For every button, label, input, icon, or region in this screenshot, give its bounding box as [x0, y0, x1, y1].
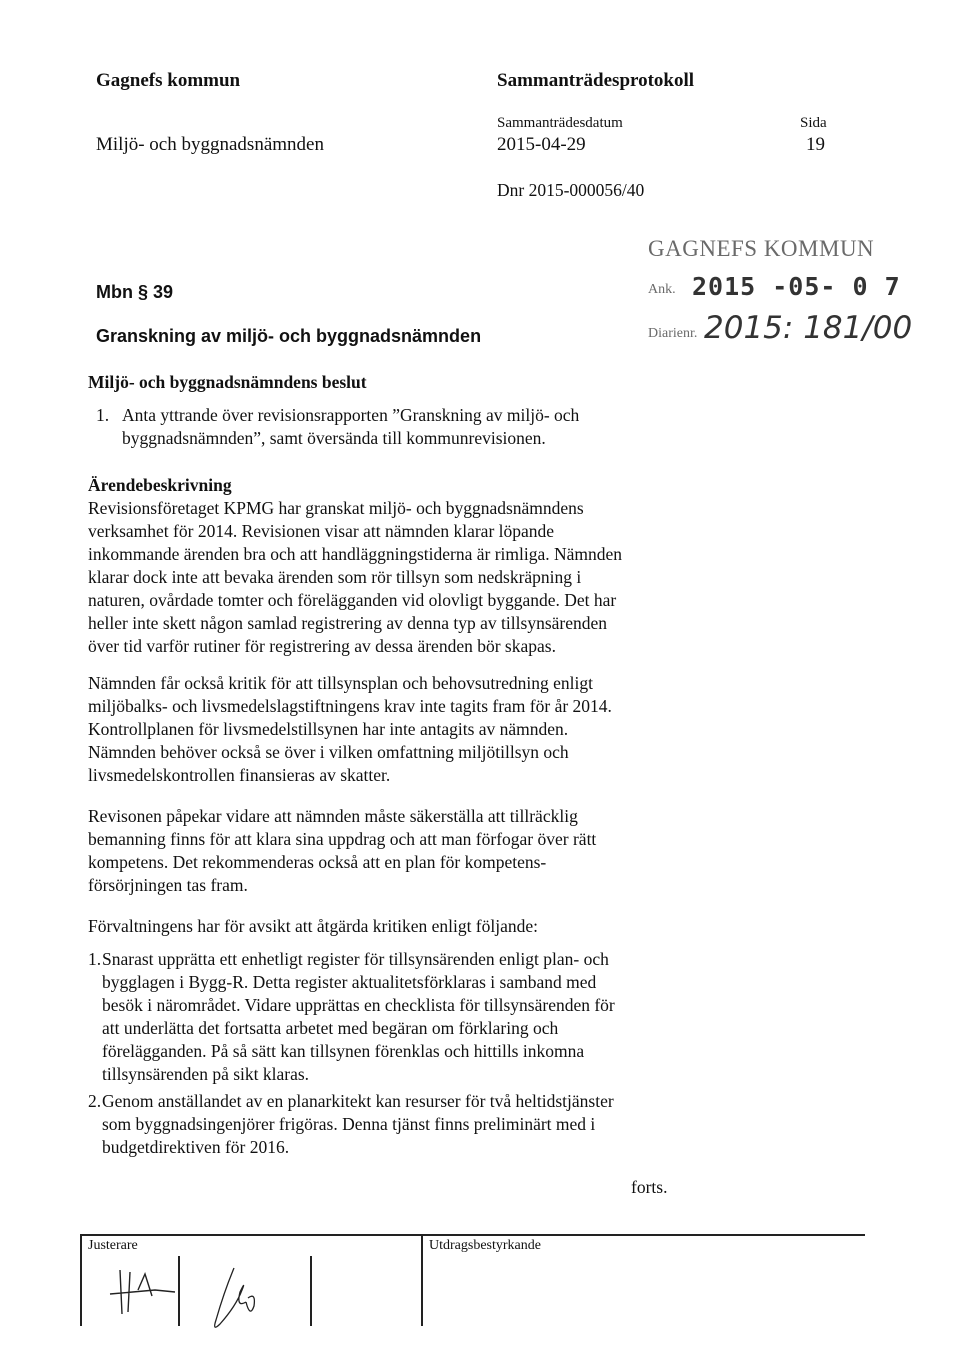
footer-rule [80, 1234, 865, 1236]
description-paragraph-2: Nämnden får också kritik för att tillsynsplan och behovsutredning enligt miljöbalks- och livsmedelslagstiftningens krav inte tagits fram för år 2014. Kontrollplanen för livsmedelstillsynen har inte antagits av nämnden. Nämnden behöver också se över i vilken omfattning miljötillsyn och livsmedelskontrollen finansieras av skatter. [88, 673, 612, 785]
utdrag-label: Utdragsbestyrkande [429, 1238, 541, 1253]
action-item-number: 2. [88, 1091, 102, 1111]
section-title: Granskning av miljö- och byggnadsnämnden [96, 326, 482, 346]
page-number: 19 [806, 134, 825, 155]
decision-item-number: 1. [96, 405, 110, 425]
meeting-date: 2015-04-29 [497, 134, 586, 155]
description-heading: Ärendebeskrivning [88, 475, 232, 495]
signature-initials-2 [196, 1262, 276, 1337]
date-label: Sammanträdesdatum [497, 115, 623, 131]
description-paragraph-3: Revisonen påpekar vidare att nämnden måste säkerställa att tillräcklig bemanning finns för att klara sina uppdrag och att man förfogar över rätt kompetens. Det rekommenderas också att en plan för kompetens- försörjningen tas fram. [88, 806, 597, 895]
stamp-diarienr-value: 2015: 181/00 [704, 310, 913, 346]
action-item-text: Snarast upprätta ett enhetligt register för tillsynsärenden enligt plan- och bygglagen i Bygg-R. Detta register aktualitetsförklaras i samband med besök i närområdet. Vidare upprättas en checklista för tillsynsärenden för att underlätta det fortsatta arbetet med begäran om förklaring och förelägganden. På så sätt kan tillsynen förenklas och hittills inkomna tillsynsärenden på sikt klaras. [102, 949, 615, 1084]
paragraph-number: Mbn § 39 [96, 282, 174, 302]
justerare-divider-2 [310, 1256, 312, 1326]
justerare-label: Justerare [88, 1238, 138, 1253]
decision-heading: Miljö- och byggnadsnämndens beslut [88, 372, 367, 392]
page-label: Sida [800, 115, 827, 131]
description-paragraph-4: Förvaltningens har för avsikt att åtgärda kritiken enligt följande: [88, 916, 539, 936]
decision-item-text: Anta yttrande över revisionsrapporten ”Granskning av miljö- och byggnadsnämnden”, samt översända till kommunrevisionen. [122, 405, 580, 448]
municipality-name: Gagnefs kommun [96, 70, 241, 91]
dnr: Dnr 2015-000056/40 [497, 180, 645, 200]
stamp-org: GAGNEFS KOMMUN [648, 236, 875, 261]
continued-marker: forts. [631, 1177, 668, 1197]
signature-initials-1 [100, 1262, 190, 1322]
footer-divider-middle [421, 1234, 423, 1326]
document-type: Sammanträdesprotokoll [497, 70, 695, 91]
stamp-diarienr-label: Diarienr. [648, 326, 698, 341]
action-item-number: 1. [88, 949, 102, 969]
committee-name: Miljö- och byggnadsnämnden [96, 134, 324, 155]
description-paragraph-1: Revisionsföretaget KPMG har granskat miljö- och byggnadsnämndens verksamhet för 2014. Revisionen visar att nämnden klarar löpande inkommande ärenden bra och att handläggningstiderna är rimliga. Nämnden klarar dock inte att bevaka ärenden som rör tillsyn som nedskräpning i naturen, ovårdade tomter och förelägganden vid olovligt byggande. Det har heller inte skett någon samlad registrering av denna typ av tillsynsärenden över tid varför rutiner för registrering av dessa ärenden bör skapas. [88, 498, 623, 656]
action-item-text: Genom anställandet av en planarkitekt kan resurser för två heltidstjänster som byggnadsingenjörer frigöras. Denna tjänst finns preliminärt med i budgetdirektiven för 2016. [102, 1091, 614, 1157]
stamp-ank-label: Ank. [648, 282, 676, 297]
stamp-ank-date: 2015 -05- 0 7 [692, 272, 901, 301]
footer-divider-left [80, 1234, 82, 1326]
